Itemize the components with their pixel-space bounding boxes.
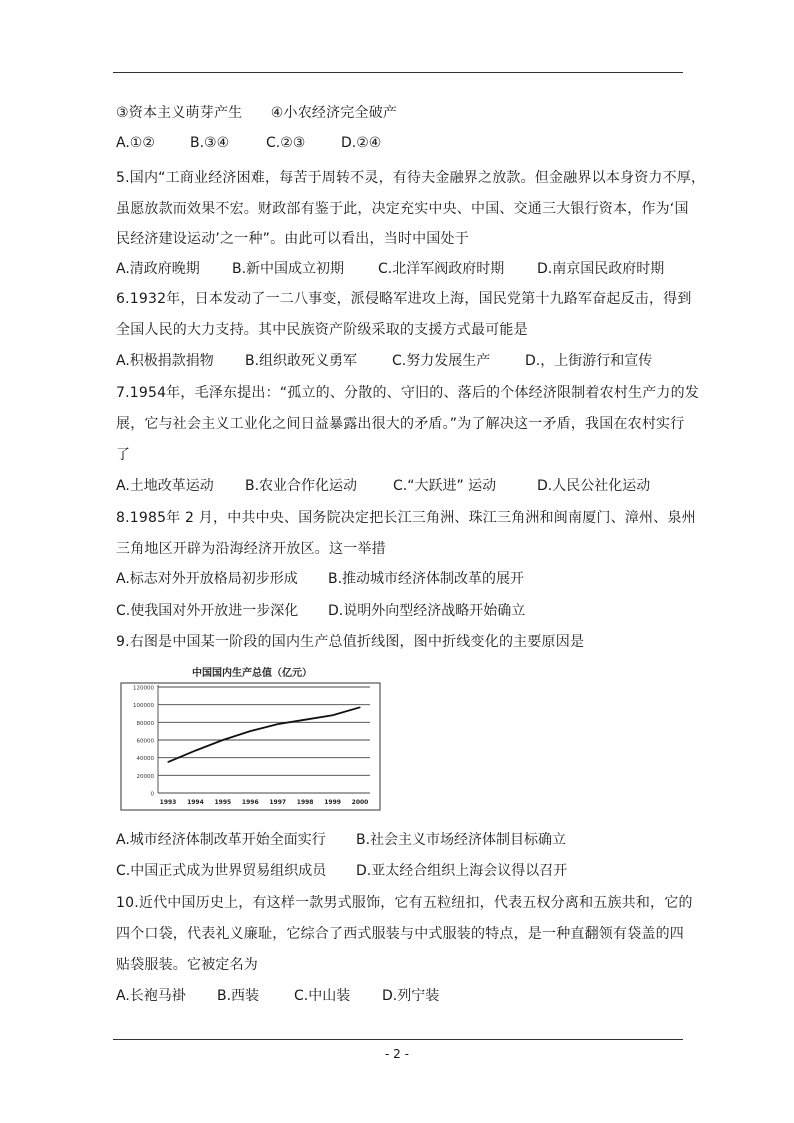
q6-line-2: 全国人民的大力支持。其中民族资产阶级采取的支援方式最可能是 (116, 322, 528, 338)
q7-line-1: 7.1954年，毛泽东提出：“孤立的、分散的、守旧的、落后的个体经济限制着农村生产力的发 (116, 385, 700, 401)
q5-line-1: 5.国内“工商业经济困难，每苦于周转不灵，有待夫金融界之放款。但金融界以本身资力不厚， (116, 170, 706, 186)
q5-option-a: A.清政府晚期 (116, 261, 200, 277)
chart-frame (121, 683, 380, 810)
y-tick-label: 40000 (136, 756, 154, 763)
q8-line-2: 三角地区开辟为沿海经济开放区。这一举措 (116, 541, 386, 557)
data-point (277, 724, 278, 725)
data-point (222, 739, 223, 740)
q5-option-c: C.北洋军阀政府时期 (378, 261, 505, 277)
chart-grid (158, 685, 370, 793)
bottom-rule (113, 1039, 683, 1040)
q10-line-3: 贴袋服装。它被定名为 (116, 957, 258, 973)
q4-item-3-4: ③资本主义萌芽产生 ④小农经济完全破产 (116, 105, 398, 121)
q9-option-d: D.亚太经合组织上海会议得以召开 (356, 863, 568, 879)
q7-line-2: 展，它与社会主义工业化之间日益暴露出很大的矛盾。”为了解决这一矛盾，我国在农村实行 (116, 416, 685, 432)
q10-line-1: 10.近代中国历史上，有这样一款男式服饰，它有五粒纽扣，代表五权分离和五族共和，它的 (116, 895, 693, 911)
x-tick-label: 1995 (214, 799, 232, 806)
q10-option-b: B.西装 (217, 988, 260, 1004)
q9-option-b: B.社会主义市场经济体制目标确立 (356, 832, 567, 848)
data-point (305, 719, 306, 720)
x-tick-label: 1996 (241, 799, 259, 806)
y-tick-label: 20000 (136, 773, 154, 780)
q6-option-b: B.组织敢死义勇军 (245, 353, 358, 369)
q4-option-a: A.①② (116, 135, 155, 151)
chart-y-ticks (133, 686, 155, 798)
q7-option-c: C.“大跃进” 运动 (393, 478, 497, 494)
data-point (167, 761, 168, 762)
q8-option-c: C.使我国对外开放进一步深化 (116, 603, 299, 619)
gdp-chart-svg (118, 664, 383, 812)
q7-line-3: 了 (116, 447, 131, 463)
q4-option-b: B.③④ (190, 135, 230, 151)
y-tick-label: 0 (150, 791, 154, 798)
q4-option-d: D.②④ (341, 135, 382, 151)
x-tick-label: 1993 (159, 799, 177, 806)
q4-option-c: C.②③ (266, 135, 306, 151)
q6-option-a: A.积极捐款捐物 (116, 353, 214, 369)
q8-option-b: B.推动城市经济体制改革的展开 (328, 571, 525, 587)
y-tick-label: 80000 (136, 720, 154, 727)
q8-line-1: 8.1985年 2 月，中共中央、国务院决定把长江三角洲、珠江三角洲和闽南厦门、漳州、泉州 (116, 510, 696, 526)
x-tick-label: 1998 (296, 799, 314, 806)
y-tick-label: 120000 (133, 685, 154, 692)
q7-option-a: A.土地改革运动 (116, 478, 214, 494)
data-point (359, 707, 360, 708)
q9-option-a: A.城市经济体制改革开始全面实行 (116, 832, 326, 848)
q10-option-c: C.中山装 (294, 988, 351, 1004)
y-tick-label: 60000 (136, 738, 154, 745)
q6-line-1: 6.1932年，日本发动了一二八事变，派侵略军进攻上海，国民党第十九路军奋起反击，得到 (116, 291, 692, 307)
q5-line-3: 民经济建设运动’之一种”。由此可以看出，当时中国处于 (116, 231, 469, 247)
q9-option-c: C.中国正式成为世界贸易组织成员 (116, 863, 327, 879)
q5-line-2: 虽愿放款而效果不宏。财政部有鉴于此，决定充实中央、中国、交通三大银行资本，作为‘国 (116, 201, 689, 217)
q6-option-c: C.努力发展生产 (392, 353, 491, 369)
q6-option-d: D.，上街游行和宣传 (525, 353, 653, 369)
data-point (195, 750, 196, 751)
y-tick-label: 100000 (133, 703, 154, 710)
chart-series (167, 707, 360, 763)
q7-option-d: D.人民公社化运动 (537, 478, 651, 494)
chart-title: 中国国内生产总值（亿元） (192, 668, 312, 679)
series-line-0 (168, 707, 360, 762)
x-tick-label: 1999 (324, 799, 341, 806)
q7-option-b: B.农业合作化运动 (245, 478, 358, 494)
x-tick-label: 1994 (187, 799, 204, 806)
data-point (250, 731, 251, 732)
data-point (332, 715, 333, 716)
chart-x-ticks (160, 799, 369, 806)
q8-option-a: A.标志对外开放格局初步形成 (116, 571, 298, 587)
q9-line-1: 9.右图是中国某一阶段的国内生产总值折线图，图中折线变化的主要原因是 (116, 634, 585, 650)
q10-option-a: A.长袍马褂 (116, 988, 186, 1004)
gdp-line-chart (118, 664, 383, 812)
q10-line-2: 四个口袋，代表礼义廉耻，它综合了西式服装与中式服装的特点，是一种直翻领有袋盖的四 (116, 926, 684, 942)
page-number: - 2 - (385, 1047, 409, 1061)
q5-option-d: D.南京国民政府时期 (537, 261, 665, 277)
top-rule (113, 72, 683, 73)
q5-option-b: B.新中国成立初期 (232, 261, 345, 277)
q10-option-d: D.列宁装 (382, 988, 440, 1004)
x-tick-label: 2000 (351, 799, 369, 806)
x-tick-label: 1997 (269, 799, 287, 806)
q8-option-d: D.说明外向型经济战略开始确立 (328, 603, 526, 619)
